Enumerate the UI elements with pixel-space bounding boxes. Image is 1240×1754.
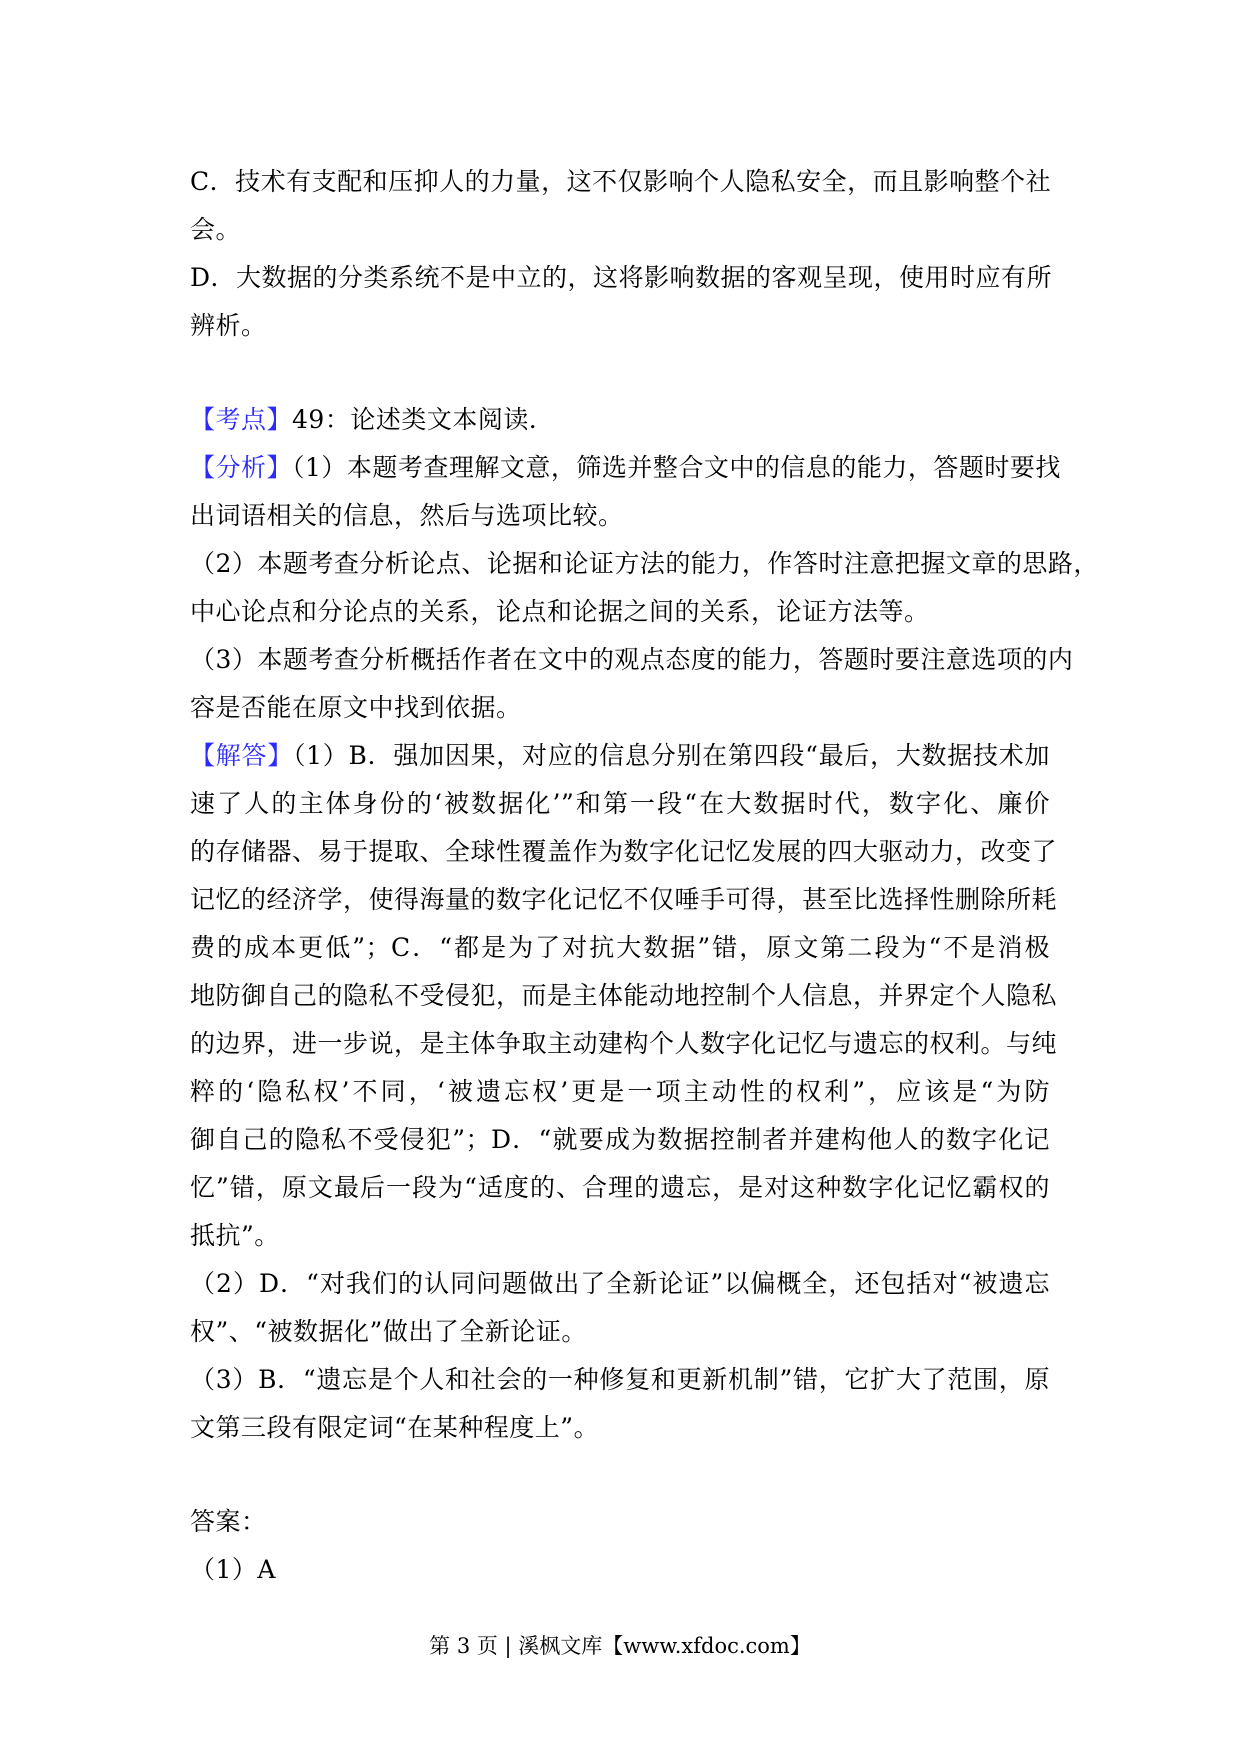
jieda-line-4: 记忆的经济学，使得海量的数字化记忆不仅唾手可得，甚至比选择性删除所耗 <box>190 885 1058 914</box>
answer-item: （1）A <box>190 1555 276 1584</box>
document-body <box>190 158 1099 1594</box>
jieda-line-12: （2）D．“对我们的认同问题做出了全新论证”以偏概全，还包括对“被遗忘 <box>190 1269 1050 1298</box>
fenxi-tag: 【分析】 <box>190 453 293 482</box>
jieda-line-15: 文第三段有限定词“在某种程度上”。 <box>190 1413 600 1442</box>
jieda-line-13: 权”、“被数据化”做出了全新论证。 <box>190 1317 587 1346</box>
fenxi-line-1 <box>190 444 1061 492</box>
fenxi-line-6: 容是否能在原文中找到依据。 <box>190 693 522 722</box>
jieda-line-5: 费的成本更低”；C．“都是为了对抗大数据”错，原文第二段为“不是消极 <box>190 933 1050 962</box>
jieda-line-14: （3）B．“遗忘是个人和社会的一种修复和更新机制”错，它扩大了范围，原 <box>190 1365 1050 1394</box>
jieda-line-8: 粹的‘隐私权’不同，‘被遗忘权’更是一项主动性的权利”，应该是“为防 <box>190 1077 1050 1106</box>
section-gap <box>190 350 1050 396</box>
jieda-line-11: 抵抗”。 <box>190 1221 280 1250</box>
jieda-tag: 【解答】 <box>190 741 293 770</box>
fenxi-line-4: 中心论点和分论点的关系，论点和论据之间的关系，论证方法等。 <box>190 597 930 626</box>
jieda-line-2: 速了人的主体身份的‘被数据化’”和第一段“在大数据时代，数字化、廉价 <box>190 789 1050 818</box>
answer-label: 答案： <box>190 1507 267 1536</box>
jieda-first-line: （1）B．强加因果，对应的信息分别在第四段“最后，大数据技术加 <box>292 741 1050 770</box>
kaodian-line <box>190 396 1050 444</box>
option-d-line-1: D．大数据的分类系统不是中立的，这将影响数据的客观呈现，使用时应有所 <box>190 263 1053 292</box>
fenxi-line-2: 出词语相关的信息，然后与选项比较。 <box>190 501 624 530</box>
section-gap <box>190 1452 1050 1498</box>
kaodian-tag: 【考点】 <box>190 405 293 434</box>
jieda-line-10: 忆”错，原文最后一段为“适度的、合理的遗忘，是对这种数字化记忆霸权的 <box>190 1173 1050 1202</box>
option-d-line-2: 辨析。 <box>190 311 267 340</box>
fenxi-first-line: （1）本题考查理解文意，筛选并整合文中的信息的能力，答题时要找 <box>292 453 1061 482</box>
jieda-line-6: 地防御自己的隐私不受侵犯，而是主体能动地控制个人信息，并界定个人隐私 <box>190 981 1058 1010</box>
fenxi-line-5: （3）本题考查分析概括作者在文中的观点态度的能力，答题时要注意选项的内 <box>190 645 1074 674</box>
fenxi-line-3: （2）本题考查分析论点、论据和论证方法的能力，作答时注意把握文章的思路， <box>190 549 1099 578</box>
jieda-line-9: 御自己的隐私不受侵犯”；D．“就要成为数据控制者并建构他人的数字化记 <box>190 1125 1050 1154</box>
jieda-line-7: 的边界，进一步说，是主体争取主动建构个人数字化记忆与遗忘的权利。与纯 <box>190 1029 1058 1058</box>
jieda-line-1 <box>190 732 1050 780</box>
page-footer: 第 3 页 | 溪枫文库【www.xfdoc.com】 <box>429 1634 811 1658</box>
jieda-line-3: 的存储器、易于提取、全球性覆盖作为数字化记忆发展的四大驱动力，改变了 <box>190 837 1058 866</box>
kaodian-text: 49：论述类文本阅读． <box>292 405 555 434</box>
option-c-line-2: 会。 <box>190 215 242 244</box>
option-c-line-1: C．技术有支配和压抑人的力量，这不仅影响个人隐私安全，而且影响整个社 <box>190 167 1052 196</box>
